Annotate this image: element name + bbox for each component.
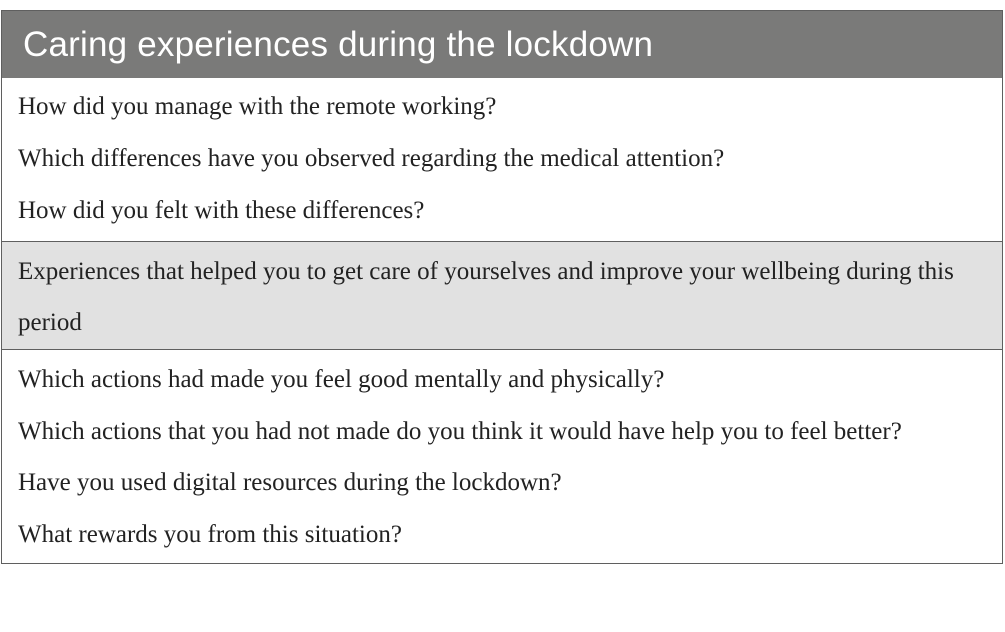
question-row: How did you felt with these differences? [18, 197, 425, 224]
question-row: How did you manage with the remote working? [18, 93, 497, 120]
table-header [2, 11, 1002, 78]
question-row: Have you used digital resources during the lockdown? [18, 469, 562, 496]
section-heading-wellbeing [2, 241, 1002, 349]
question-group-caring [2, 78, 1002, 241]
interview-questions-table [1, 10, 1003, 564]
section-heading-text: Experiences that helped you to get care of yourselves and improve your wellbeing during this period [18, 258, 954, 336]
table-title: Caring experiences during the lockdown [23, 24, 654, 64]
question-row: Which differences have you observed regarding the medical attention? [18, 145, 725, 172]
question-row: Which actions that you had not made do you think it would have help you to feel better? [18, 418, 902, 445]
question-row: Which actions had made you feel good mentally and physically? [18, 366, 665, 393]
question-group-wellbeing [2, 349, 1002, 563]
question-row: What rewards you from this situation? [18, 521, 402, 548]
